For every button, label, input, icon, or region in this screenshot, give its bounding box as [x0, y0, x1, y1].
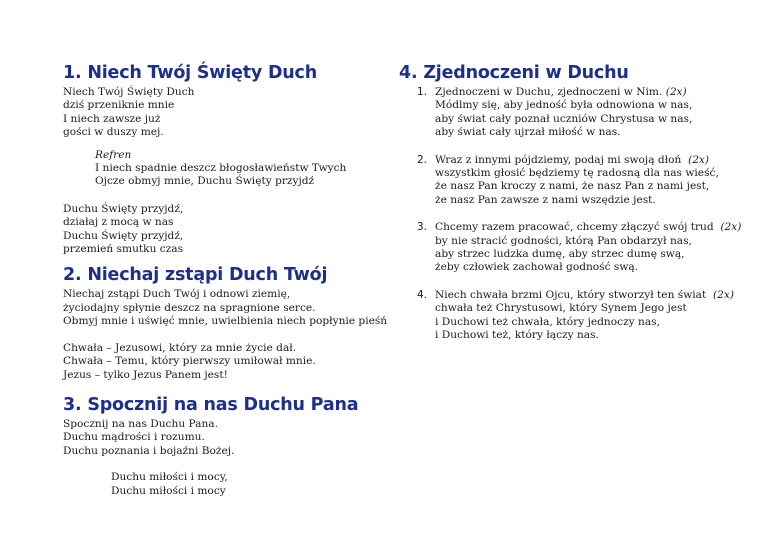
stanza-line: aby strzec ludzka dumę, aby strzec dumę swą, — [435, 248, 685, 261]
song-title-3: 3. Spocznij na nas Duchu Pana — [63, 394, 359, 415]
stanza-line: i Duchowi też, który łączy nas. — [435, 329, 599, 342]
verse-line: I niech zawsze już — [63, 112, 161, 125]
stanza-2 — [399, 154, 739, 208]
verse-line: Duchu poznania i bojaźni Bożej. — [63, 444, 235, 457]
repeat-mark: (2x) — [712, 288, 734, 301]
stanza-4 — [399, 289, 739, 343]
song-3-refrain — [63, 471, 373, 498]
right-column — [399, 60, 742, 343]
verse-line: Duchu mądrości i rozumu. — [63, 431, 205, 444]
verse-line: przemień smutku czas — [63, 243, 184, 256]
refrain-line: Duchu miłości i mocy, — [111, 471, 228, 484]
stanza-line: żeby człowiek zachował godność swą. — [435, 261, 639, 274]
verse-line: Duchu Święty przyjdź, — [63, 229, 184, 242]
stanza-line: Zjednoczeni w Duchu, zjednoczeni w Nim. (2x) — [435, 86, 687, 98]
repeat-mark: (2x) — [720, 221, 742, 234]
refrain-line: Duchu miłości i mocy — [111, 484, 226, 497]
song-2-verse-2 — [63, 342, 373, 382]
stanza-number: 2. — [417, 153, 427, 166]
stanza-1 — [399, 86, 739, 140]
left-column — [63, 60, 388, 498]
refrain-line: Ojcze obmyj mnie, Duchu Święty przyjdź — [95, 175, 315, 188]
stanza-line: że nasz Pan kroczy z nami, że nasz Pan z nami jest, — [435, 180, 710, 193]
stanza-line: aby świat cały poznał uczniów Chrystusa w nas, — [435, 112, 693, 125]
song-3-verse — [63, 418, 373, 458]
stanza-line: Chcemy razem pracować, chcemy złączyć swój trud (2x) — [435, 221, 742, 234]
song-title-2: 2. Niechaj zstąpi Duch Twój — [63, 265, 328, 286]
stanza-line: Niech chwała brzmi Ojcu, który stworzył ten świat (2x) — [435, 288, 734, 301]
verse-line: gości w duszy mej. — [63, 126, 164, 139]
refrain-line: I niech spadnie deszcz błogosławieństw Twych — [95, 162, 347, 175]
verse-line: Obmyj mnie i uświęć mnie, uwielbienia niech popłynie pieśń — [63, 315, 388, 328]
repeat-mark: (2x) — [688, 153, 710, 166]
verse-line: Duchu Święty przyjdź, — [63, 202, 184, 215]
stanza-line: że nasz Pan zawsze z nami wszędzie jest. — [435, 193, 656, 206]
stanza-line: i Duchowi też chwała, który jednoczy nas, — [435, 315, 660, 328]
stanza-line: Wraz z innymi pójdziemy, podaj mi swoją dłoń (2x) — [435, 153, 710, 166]
verse-line: Jezus – tylko Jezus Panem jest! — [63, 368, 228, 381]
stanza-number: 3. — [417, 221, 427, 234]
verse-line: dziś przeniknie mnie — [63, 99, 175, 112]
verse-line: Spocznij na nas Duchu Pana. — [63, 417, 218, 430]
repeat-mark: (2x) — [665, 86, 687, 98]
song-title-1: 1. Niech Twój Święty Duch — [63, 63, 317, 83]
stanza-number: 4. — [417, 288, 427, 301]
stanza-line: by nie stracić godności, którą Pan obdarzył nas, — [435, 234, 692, 247]
song-title-4: 4. Zjednoczeni w Duchu — [399, 63, 629, 83]
verse-line: Chwała – Temu, który pierwszy umiłował mnie. — [63, 355, 316, 368]
verse-line: Niech Twój Święty Duch — [63, 86, 195, 98]
refrain-label: Refren — [95, 148, 132, 161]
verse-line: Chwała – Jezusowi, który za mnie życie dał. — [63, 341, 297, 354]
song-1-verse — [63, 86, 373, 140]
song-1-refrain — [63, 149, 373, 189]
stanza-line: wszystkim głosić będziemy tę radosną dla nas wieść, — [435, 167, 719, 180]
stanza-3 — [399, 221, 742, 275]
song-1-verse-2 — [63, 203, 373, 257]
song-2-verse — [63, 288, 388, 328]
stanza-number: 1. — [417, 86, 427, 98]
verse-line: życiodajny spłynie deszcz na spragnione serce. — [63, 301, 316, 314]
stanza-line: chwała też Chrystusowi, który Synem Jego jest — [435, 302, 687, 315]
verse-line: Niechaj zstąpi Duch Twój i odnowi ziemię, — [63, 288, 291, 301]
stanza-line: Módlmy się, aby jedność była odnowiona w nas, — [435, 99, 693, 112]
stanza-line: aby świat cały ujrzał miłość w nas. — [435, 126, 621, 139]
verse-line: działaj z mocą w nas — [63, 216, 174, 229]
